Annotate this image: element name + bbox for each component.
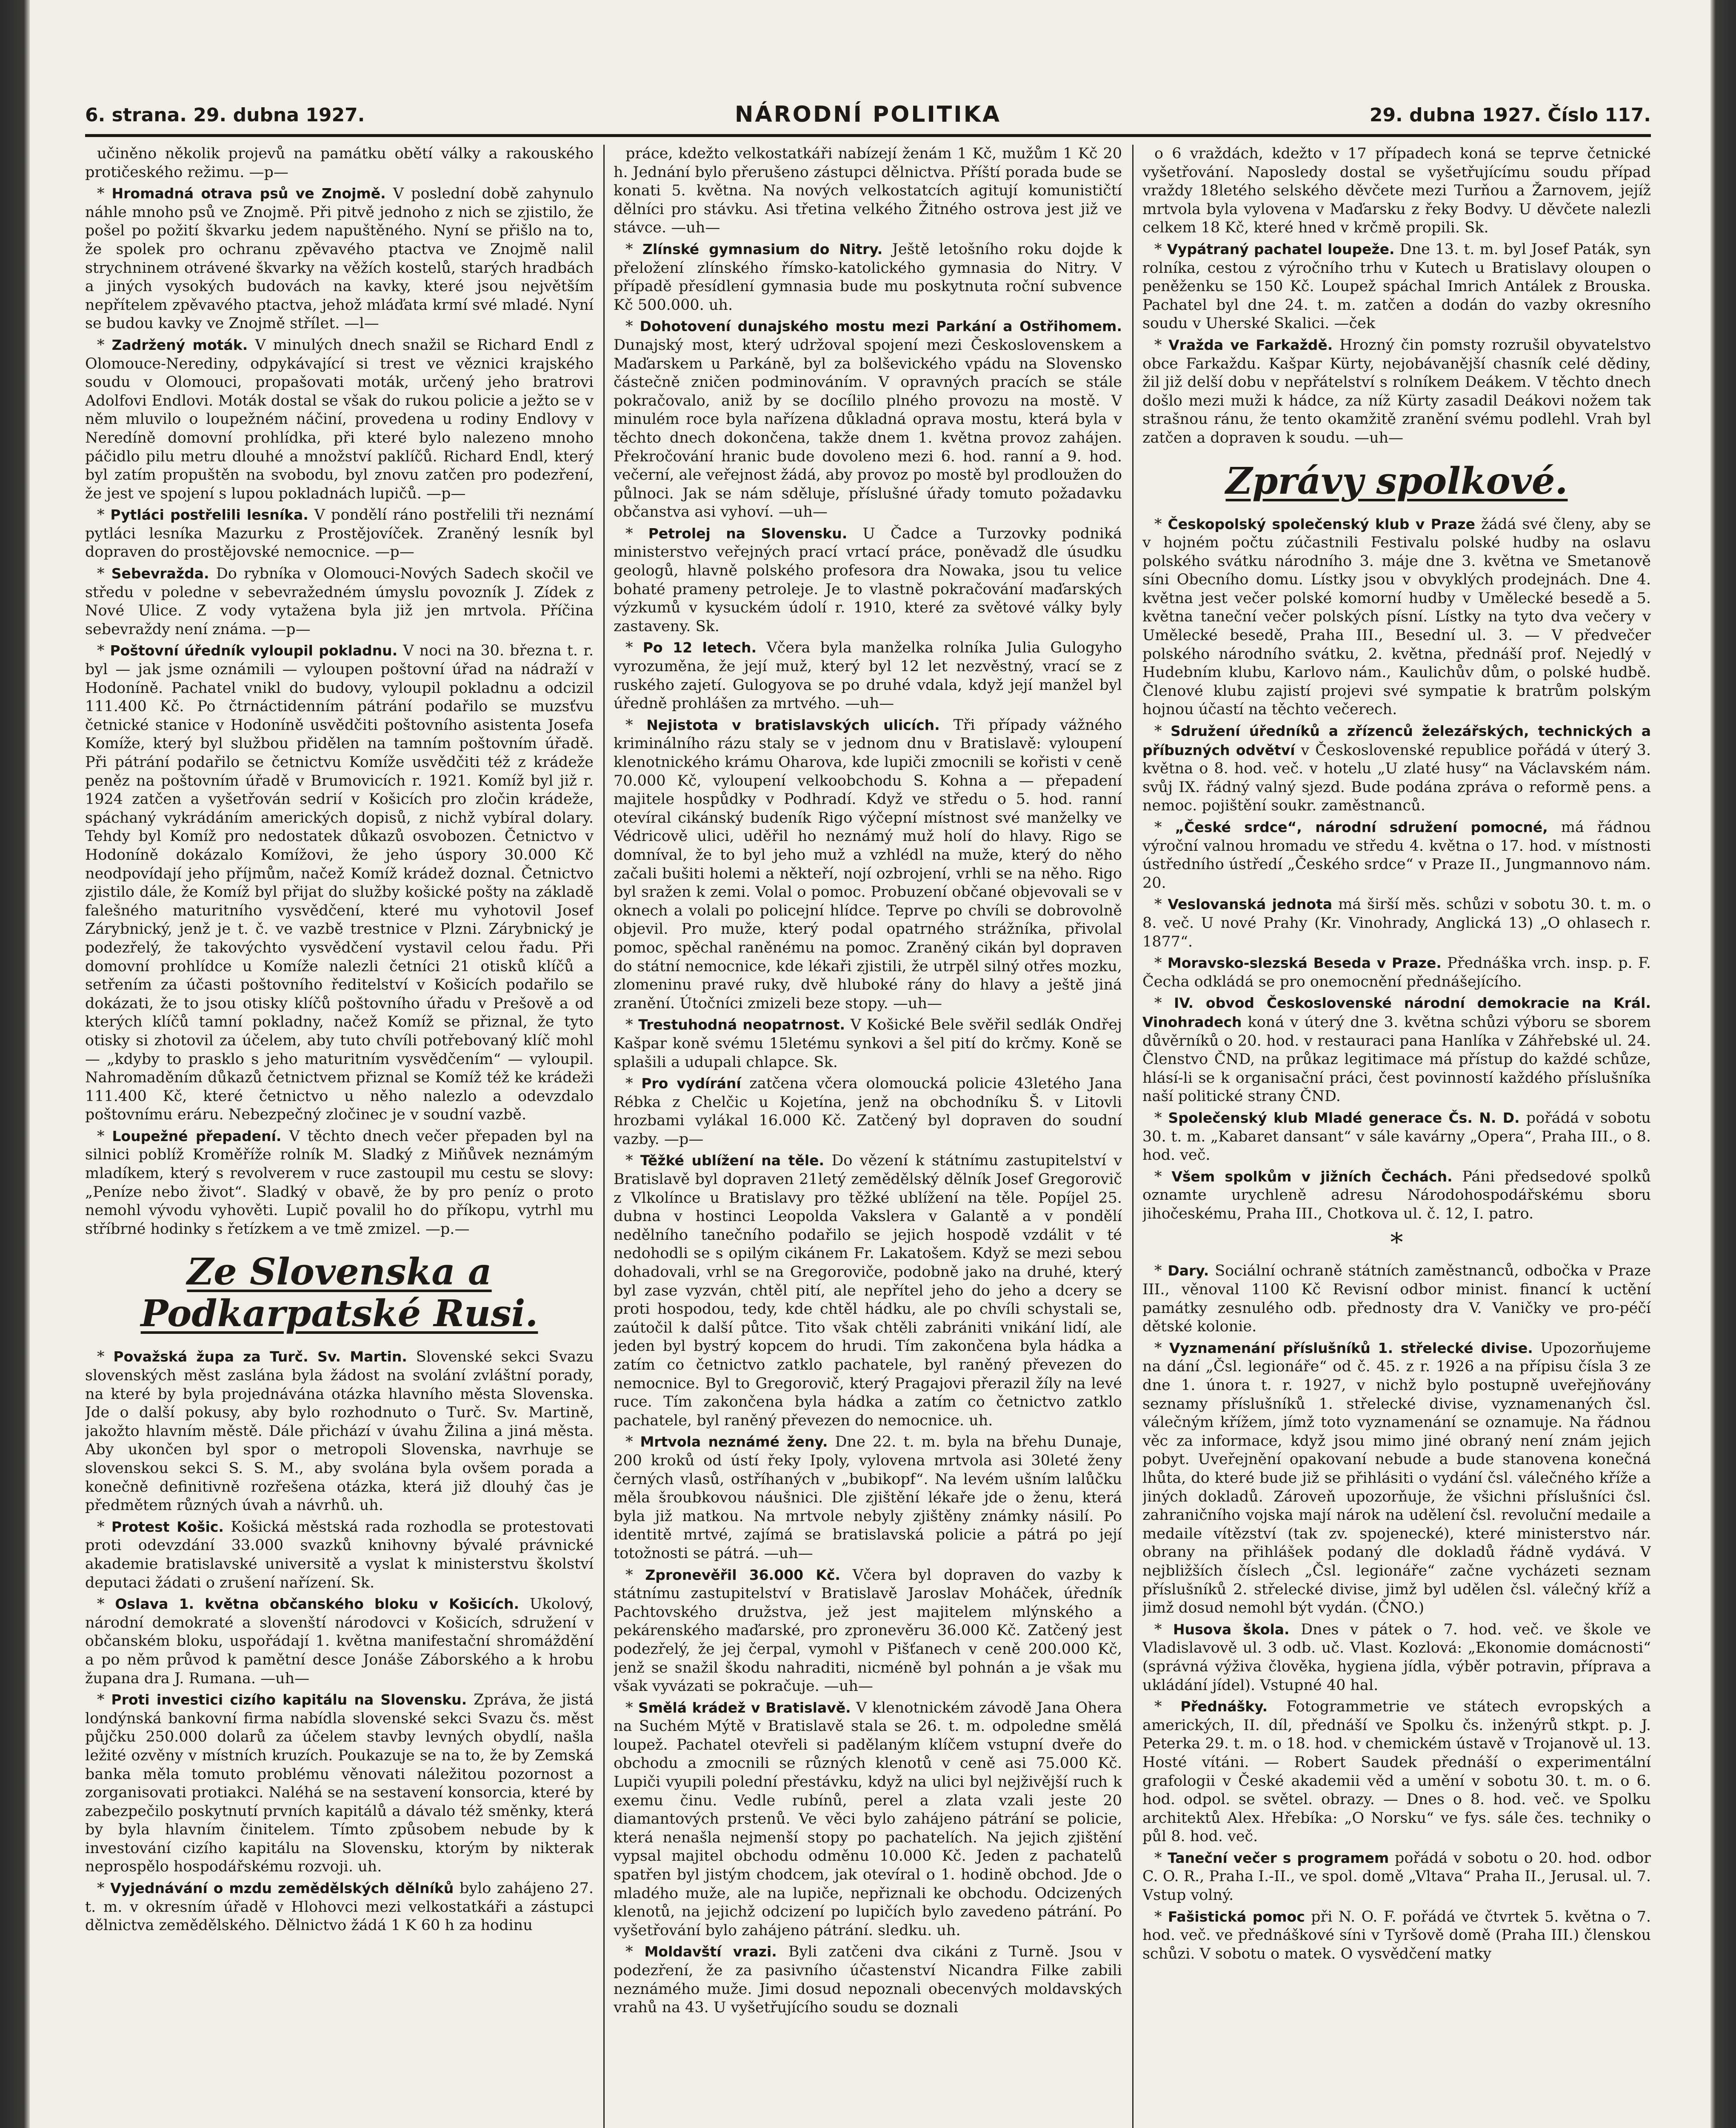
column-1 bbox=[85, 145, 594, 2128]
article-paragraph: o 6 vraždách, kdežto v 17 případech koná se teprve četnické vyšetřování. Naposledy dostal se vyšetřujícímu soudu případ vraždy 18letého selského děvčete mezi Turňou a Žarnovem, jejíž mrtvola byla vylovena v Maďarsku z řeky Bodvy. U děvčete nalezli celkem 18 Kč, které hned v krčmě propili. Sk. bbox=[1142, 145, 1651, 237]
article-title: Poštovní úředník vyloupil pokladnu. bbox=[110, 642, 398, 659]
article-title: Sdružení úředníků a zřízenců železářských, technických a příbuzných odvětví bbox=[1142, 723, 1651, 758]
article-title: Vyznamenání příslušníků 1. střelecké divise. bbox=[1169, 1339, 1533, 1356]
article-title: Po 12 letech. bbox=[642, 639, 757, 656]
article-title: Vypátraný pachatel loupeže. bbox=[1167, 240, 1395, 257]
article-title: Nejistota v bratislavských ulicích. bbox=[646, 716, 940, 733]
article-title: Těžké ublížení na těle. bbox=[640, 1152, 825, 1169]
article-title: Dohotovení dunajského mostu mezi Parkání a Ostřihomem. bbox=[640, 318, 1122, 335]
article: * Považská župa za Turč. Sv. Martin. Slovenské sekci Svazu slovenských měst zaslána byla žádost na svolání zvláštní porady, na které by byla projednávána otázka hlavního města Slovenska. Jde o další pokusy, aby bylo rozhodnuto o Turč. Sv. Martině, jakožto hlavním městě. Dále přichází v úvahu Žilina a jiná města. Aby ukončen byl spor o metropoli Slovenska, navrhuje se slovenskou sekci S. S. M., aby svolána byla ovšem porada a konečně definitivně rozřešena otázka, která již dlouhý čas je předmětem různých úvah a návrhů. uh. bbox=[85, 1348, 594, 1514]
article: * Po 12 letech. Včera byla manželka rolníka Julia Gulogyho vyrozuměna, že její muž, který byl 12 let nezvěstný, vrací se z ruského zajetí. Gulogyova se po druhé vdala, když její manžel byl úředně prohlášen za mrtvého. —uh— bbox=[614, 639, 1122, 712]
article-title: Přednášky. bbox=[1180, 1698, 1268, 1715]
asterisk-separator: * bbox=[1390, 1227, 1403, 1258]
header-date-issue: 29. dubna 1927. Číslo 117. bbox=[1369, 104, 1651, 126]
scan-edge-left bbox=[0, 0, 30, 2128]
article: * Petrolej na Slovensku. U Čadce a Turzovky podniká ministerstvo veřejných prací vrtací práce, poněvadž dle úsudku geologů, hlavně polského profesora dra Nowaka, jsou tu velice bohaté prameny petroleje. Je to vlastně pokračování maďarských výzkumů v kysuckém údolí r. 1910, které za světové války byly zastaveny. Sk. bbox=[614, 525, 1122, 635]
article: * Trestuhodná neopatrnost. V Košické Bele svěřil sedlák Ondřej Kašpar koně svému 15letému synkovi a šel pití do krčmy. Koně se splašili a udupali chlapce. Sk. bbox=[614, 1016, 1122, 1071]
article: * Vyjednávání o mzdu zemědělských dělníků bylo zahájeno 27. t. m. v okresním úřadě v Hlohovci mezi velkostatkáři a zástupci dělnictva zemědělského. Dělnictvo žádá 1 K 60 h za hodinu bbox=[85, 1880, 594, 1934]
article-title: Považská župa za Turč. Sv. Martin. bbox=[113, 1348, 407, 1365]
article-title: Zpronevěřil 36.000 Kč. bbox=[645, 1566, 840, 1583]
article: * Nejistota v bratislavských ulicích. Tři případy vážného kriminálního rázu staly se v jednom dnu v Bratislavě: vyloupení klenotnického krámu Oharova, kde lupiči zmocnili se kořisti v ceně 70.000 Kč, vyloupení velkoobchodu S. Kohna a — přepadení majitele hospůdky v Podhradí. Když ve středu o 5. hod. ranní otevíral cikánský budeník Rigo výčepní místnost své manželky ve Védricově ulici, uděřil ho neznámý muž holí do hlavy. Rigo se domníval, že to byl jeho muž a vzhlédl na muže, který do něho začali bušiti holemi a někteří, nojí ozbrojení, vrhli se na něho. Rigo byl sražen k zemi. Volal o pomoc. Probuzení občané objevovali se v oknech a volali po policejní hlídce. Teprve po chvíli se dobrovolně objevil. Pro muže, který podal opatrného strážníka, přivolal pomoc, spěchal raněnému na pomoc. Zraněný cikán byl dopraven do státní nemocnice, kde lékaři zjistili, že utrpěl silný otřes mozku, zlomeninu pravé ruky, dvě hluboké rány do hlavy a ještě jiná zranění. Útočníci zmizeli beze stopy. —uh— bbox=[614, 716, 1122, 1012]
article-title: Trestuhodná neopatrnost. bbox=[638, 1016, 845, 1033]
article: * Zadržený moták. V minulých dnech snažil se Richard Endl z Olomouce-Nerediny, odpykávající si trest ve věznici krajského soudu v Olomouci, propašovati moták, určený jeho bratrovi Adolfovi Endlovi. Moták dostal se však do rukou policie a ježto se v něm mluvilo o loupežném náčiní, provedena u rodiny Endlovy v Neredíně domovní prohlídka, při které bylo nalezeno mnoho páčidlo pilu metru dlouhé a množství paklíčů. Richard Endl, který byl zatím propuštěn na svobodu, byl znovu zatčen pro podezření, že jest ve spojení s lupou pokladnách lupičů. —p— bbox=[85, 336, 594, 502]
article-title: Taneční večer s programem bbox=[1168, 1849, 1389, 1866]
article: * Husova škola. Dnes v pátek o 7. hod. več. ve škole ve Vladislavově ul. 3 odb. uč. Vlast. Kozlová: „Ekonomie domácnosti“ (správná výživa člověka, hygiena jídla, výběr potravin, příprava a ukládání jídel). Vstupné 40 hal. bbox=[1142, 1621, 1651, 1694]
article-title: Proti investici cizího kapitálu na Slovensku. bbox=[111, 1691, 467, 1708]
article-title: Moravsko-slezská Beseda v Praze. bbox=[1167, 955, 1442, 972]
article-title: Zlínské gymnasium do Nitry. bbox=[642, 240, 883, 257]
article: * Sdružení úředníků a zřízenců železářských, technických a příbuzných odvětví v Československé republice pořádá v úterý 3. května o 8. hod. več. v hotelu „U zlaté husy“ na Václavském nám. svůj IX. řádný valný sjezd. Bude podána zpráva o reformě pens. a nemoc. pojištění soukr. zaměstnanců. bbox=[1142, 723, 1651, 815]
article: * Protest Košic. Košická městská rada rozhodla se protestovati proti odevzdání 33.000 svazků knihovny bývalé právnické akademie bratislavské universitě a vyslat k ministerstvu školství deputaci žádati o zrušení nařízení. Sk. bbox=[85, 1518, 594, 1591]
article: * Vypátraný pachatel loupeže. Dne 13. t. m. byl Josef Paták, syn rolníka, cestou z výročního trhu v Kutech u Bratislavy oloupen o peněženku se 150 Kč. Loupež spáchal Imrich Antálek z Brouska. Pachatel byl dne 24. t. m. zatčen a dodán do vazby okresního soudu v Uherské Skalici. —ček bbox=[1142, 240, 1651, 332]
article-title: „České srdce“, národní sdružení pomocné, bbox=[1175, 819, 1548, 835]
article-title: Dary. bbox=[1168, 1262, 1209, 1279]
scan-edge-right bbox=[1710, 0, 1736, 2128]
article: * Těžké ublížení na těle. Do vězení k státnímu zastupitelství v Bratislavě byl dopraven 21letý zemědělský dělník Josef Gregorovič z Vlkolínce u Bratislavy pro těžké ublížení na těle. Popíjel 25. dubna v hostinci Leopolda Vakslera v Galantě a v pondělí nedělního tanečního podařilo se jejich hospodě vzdálit v té nedohodli se s opilým cikánem Fr. Lakatošem. Když se mezi sebou dohadovali, vrhl se na Gregoroviče, podobně jako na druhé, který byl zase vyzván, chtěl pití, ale nepřítel jeho do jeho a dcery se proti hospodou, tedy, kde chtěl hádku, ale po chvíli schystali se, zaútočil k další půtce. Tito však chtěli zabrániti vnikání lidí, ale jeden byl bystrý kopcem do hrudi. Tím zakončena byla hádka a zatím co četnictvo zatklo pachatele, byl raněný převezen do nemocnice. Byl to Gregorovič, který Pragajovi přerazil žíly na levé ruce. Tím zakončena byla hádka a zatím co četnictvo zatklo pachatele, byl raněný převezen do nemocnice. uh. bbox=[614, 1152, 1122, 1429]
article: * Oslava 1. května občanského bloku v Košicích. Ukolový, národní demokraté a slovenští národovci v Košicích, sdružení v občanském bloku, uspořádají 1. května manifestační shromáždění a po něm průvod k pamětní desce Jonáše Záborského a k hrobu župana dra J. Rumana. —uh— bbox=[85, 1596, 594, 1687]
masthead-title: NÁRODNÍ POLITIKA bbox=[734, 102, 1002, 127]
article-title: Smělá krádež v Bratislavě. bbox=[638, 1699, 851, 1716]
article-title: Pro vydírání bbox=[641, 1075, 741, 1092]
article-title: Loupežné přepadení. bbox=[112, 1127, 282, 1144]
article-title: Husova škola. bbox=[1173, 1621, 1290, 1638]
article-title: Sebevražda. bbox=[111, 565, 209, 582]
article: * Přednášky. Fotogrammetrie ve státech evropských a amerických, II. díl, přednáší ve Spolku čs. inženýrů stkpt. p. J. Peterka 29. t. m. o 18. hod. v chemickém ústavě v Trojanově ul. 13. Hosté vítáni. — Robert Saudek přednáší o experimentální grafologii v České akademii věd a umění v sobotu 30. t. m. o 6. hod. odpol. se světel. obrazy. — Dnes o 8. hod. več. ve Spolku architektů Alex. Hřebíka: „O Norsku“ ve fys. sále čes. techniky o půl 8. hod. več. bbox=[1142, 1698, 1651, 1845]
article: * Poštovní úředník vyloupil pokladnu. V noci na 30. března t. r. byl — jak jsme oznámili — vyloupen poštovní úřad na nádraží v Hodoníně. Pachatel vnikl do budovy, vyloupil pokladnu a odcizil 111.400 Kč. Po čtrnáctidenním pátrání podařilo se muzsťvu četnické stanice v Hodoníně usvědčiti poštovního asistenta Josefa Komíže, který byl službou přidělen na tamním poštovním úřadě. Při pátrání podařilo se četnictvu Komíže usvědčiti též z krádeže peněz na poštovním úřadě v Brumovicích r. 1921. Komíž byl již r. 1924 zatčen a vyšetřován sedrií v Košicích pro zločin krádeže, spáchaný vykrádáním amerických dopisů, z nichž vybíral dolary. Tehdy byl Komíž pro nedostatek důkazů osvobozen. Četnictvo v Hodoníně dokázalo Komížovi, že jeho úspory 30.000 Kč neodpovídají jeho příjmům, načež Komíž krádež doznal. Četnictvo zjistilo dále, že Komíž byl přijat do služby košické pošty na základě falešného maturitního vysvědčení, které mu vyhotovil Josef Zárybnický, jenž je t. č. ve vazbě trestnice v Plzni. Zárybnický je podezřelý, že takovýchto vysvědčení vystavil celou řadu. Při domovní prohlídce u Komíže nalezli četníci 21 otisků klíčů a setřením za účasti poštovního ředitelství v Košicích podařilo se dokázati, že to jsou otisky klíčů poštovního úřadu v Prešově a od kterých klíčů tamní pokladny, načež Komíž se přiznal, že tyto otisky si zhotovil za účelem, aby tuto chvíli potřebovaný klíč mohl — „kdyby to prasklo s jeho maturitním vysvědčením“ — vyloupil. Nahromaděním důkazů četnictvem přiznal se Komíž též ke krádeži 111.400 Kč, které četnictvo u něho nalezlo a odevzdalo poštovnímu eráru. Nebezpečný zločinec je v soudní vazbě. bbox=[85, 642, 594, 1124]
section-heading: Zprávy spolkové. bbox=[1225, 459, 1568, 503]
article: * Moldavští vrazi. Byli zatčeni dva cikáni z Turně. Jsou v podezření, že za pasivního účastenství Nicandra Filke zabili neznámého muže. Jimi dosud nepoznali obecenvých moldavských vrahů na 43. U vyšetřujícího soudu se doznali bbox=[614, 1943, 1122, 2016]
article-title: Pytláci postřelili lesníka. bbox=[110, 506, 308, 523]
article: * Moravsko-slezská Beseda v Praze. Přednáška vrch. insp. p. F. Čecha odkládá se pro onemocnění přednášejícího. bbox=[1142, 955, 1651, 990]
article: * „České srdce“, národní sdružení pomocné, má řádnou výroční valnou hromadu ve středu 4. května o 17. hod. v místnosti ústředního ústředí „Českého srdce“ v Praze II., Jungmannovo nám. 20. bbox=[1142, 819, 1651, 892]
page-header bbox=[85, 100, 1651, 137]
article: * Všem spolkům v jižních Čechách. Páni předsedové spolků oznamte urychleně adresu Národohospodářskému sboru jihočeskému, Praha III., Chotkova ul. č. 12, I. patro. bbox=[1142, 1168, 1651, 1222]
article: * Hromadná otrava psů ve Znojmě. V poslední době zahynulo náhle mnoho psů ve Znojmě. Při pitvě jednoho z nich se zjistilo, že pošel po požití škvarku jedem napuštěného. Nyní se přišlo na to, že spolek pro ochranu zpěvavého ptactva ve Znojmě nalil strychninem otrávené škvarky na věžích kostelů, starých hradbách a jiných vysokých budovách na kavky, které jsou největším nepřítelem zpěvavého ptactva, jehož mláďata krmí své mladé. Nyní se budou kavky ve Znojmě střílet. —l— bbox=[85, 185, 594, 332]
article: * Smělá krádež v Bratislavě. V klenotnickém závodě Jana Ohera na Suchém Mýtě v Bratislavě stala se 26. t. m. odpoledne smělá loupež. Pachatel otevřeli si padělaným klíčem vstupní dveře do obchodu a zmocnili se různých klenotů v ceně asi 75.000 Kč. Lupiči vyupili polední přestávku, když na ulici byl nejživější ruch k exemu činu. Vedle rubínů, perel a zlata vzali jeste 20 diamantových prstenů. Ve věci bylo zahájeno pátrání se policie, která nenašla nejmenší stopy po pachatelích. Na jejich zjištění vypsal majitel obchodu odměnu 10.000 Kč. Jeden z pachatelů spatřen byl jistým chodcem, jak otevíral o 1. hodině obchod. Jde o mladého muže, ale na lupiče, nepřiznali ke obchodu. Odcizených klenotů, na jejichž odcizení po lupičích bylo zavedeno pátrání. Po vyšetřování bylo zahájeno pátrání. sledku. uh. bbox=[614, 1699, 1122, 1939]
article: * Proti investici cizího kapitálu na Slovensku. Zpráva, že jistá londýnská bankovní firma nabídla slovenské sekci Svazu čs. měst půjčku 250.000 dolarů za účelem stavby levných obydlí, našla ležité ozvěny v místních kruzích. Poukazuje se na to, že by Zemská banka měla tomuto problému věnovati náležitou pozornost a zorganisovati protiakci. Naléhá se na sestavení konsorcia, které by zabezpečilo poskytnutí prvních kapitálů a dávalo též směnky, která by byla hlavním činitelem. Tímto způsobem nebude by k investování cizího kapitálu na Slovensku, ktorým by nikterak neprospělo hospodářskému rozvoji. uh. bbox=[85, 1691, 594, 1876]
article: * Pro vydírání zatčena včera olomoucká policie 43letého Jana Rébka z Chelčic u Kojetína, jenž na obchodníku Š. v Litovli hrozbami vylákal 16.000 Kč. Zatčený byl dopraven do soudní vazby. —p— bbox=[614, 1075, 1122, 1148]
article: * Dary. Sociální ochraně státních zaměstnanců, odbočka v Praze III., věnoval 1100 Kč Revisní odbor minist. financí k uctění památky zesnulého odb. přednosty dra V. Vaničky ve pro-péčí dětské kolonie. bbox=[1142, 1262, 1651, 1336]
article-paragraph: učiněno několik projevů na památku obětí války a rakouského protičeského režimu. —p— bbox=[85, 145, 594, 181]
article-title: IV. obvod Československé národní demokracie na Král. Vinohradech bbox=[1142, 995, 1651, 1030]
article-title: Společenský klub Mladé generace Čs. N. D. bbox=[1168, 1109, 1520, 1126]
article-title: Petrolej na Slovensku. bbox=[648, 525, 848, 542]
article: * Zlínské gymnasium do Nitry. Ještě letošního roku dojde k přeložení zlínského římsko-katolického gymnasia do Nitry. V případě přesídlení gymnasia bude mu poskytnuta roční subvence Kč 500.000. uh. bbox=[614, 240, 1122, 314]
article-columns bbox=[85, 145, 1651, 2128]
article-title: Vyjednávání o mzdu zemědělských dělníků bbox=[110, 1880, 454, 1897]
article: * IV. obvod Československé národní demokracie na Král. Vinohradech koná v úterý dne 3. května schůzi výboru se sborem důvěrníků o 20. hod. v restauraci pana Hanlíka v Záhřebské ul. 24. Členstvo ČND, na průkaz legitimace má přístup do každé schůze, hlásí-li se k organisační práci, čest povinností každého příslušníka naší politické strany ČND. bbox=[1142, 995, 1651, 1105]
article: * Taneční večer s programem pořádá v sobotu o 20. hod. odbor C. O. R., Praha I.-II., ve spol. domě „Vltava“ Praha II., Jerusal. ul. 7. Vstup volný. bbox=[1142, 1849, 1651, 1904]
article-title: Moldavští vrazi. bbox=[644, 1943, 777, 1960]
article: * Vražda ve Farkaždě. Hrozný čin pomsty rozrušil obyvatelstvo obce Farkaždu. Kašpar Kürty, nejobávanější chasník celé dědiny, žil již delší dobu v nepřátelství s rolníkem Deákem. V těchto dnech došlo mezi muži k hádce, za níž Kürty zasadil Deákovi nožem tak strašnou ránu, že tento okamžitě zranění svému podlehl. Vrah byl zatčen a dopraven k soudu. —uh— bbox=[1142, 336, 1651, 446]
article: * Mrtvola neznámé ženy. Dne 22. t. m. byla na břehu Dunaje, 200 kroků od ústí řeky Ipoly, vylovena mrtvola asi 30leté ženy černých vlasů, ostříhaných v „bubikopf“. Na levém ušním lalůčku měla šroubkovou náušnici. Dle zjištění lékaře jde o ženu, která byla již matkou. Na mrtvole nebyly zjištěny známky násilí. Po identitě mrtvé, zajímá se bratislavská policie a pátrá po její totožnosti se pátrá. —uh— bbox=[614, 1433, 1122, 1562]
article-title: Hromadná otrava psů ve Znojmě. bbox=[111, 185, 386, 202]
article: * Veslovanská jednota má širší měs. schůzi v sobotu 30. t. m. o 8. več. U nové Prahy (Kr. Vinohrady, Anglická 13) „O ohlasech r. 1877“. bbox=[1142, 896, 1651, 950]
article-title: Oslava 1. května občanského bloku v Košicích. bbox=[115, 1596, 520, 1613]
article-title: Českopolský společenský klub v Praze bbox=[1168, 515, 1475, 532]
article-title: Zadržený moták. bbox=[111, 336, 248, 353]
article-title: Protest Košic. bbox=[111, 1518, 224, 1535]
header-page-date: 6. strana. 29. dubna 1927. bbox=[85, 104, 365, 126]
article-title: Všem spolkům v jižních Čechách. bbox=[1171, 1168, 1453, 1185]
article: * Dohotovení dunajského mostu mezi Parkání a Ostřihomem. Dunajský most, který udržoval spojení mezi Československem a Maďarskem u Parkáně, byl za bolševického vpádu na Slovensko částečně zničen podminováním. V opravných pracích se stále pokračovalo, aniž by se docílilo plného provozu na mostě. V minulém roce byla nařízena důkladná oprava mostu, která byla v těchto dnech dokončena, takže dnem 1. května provoz zahájen. Překročování hranic bude dovoleno mezi 6. hod. ranní a 9. hod. večerní, ale veřejnost žádá, aby provoz po mostě byl prodloužen do půlnoci. Jak se nám sděluje, příslušné úřady tomuto požadavku občanstva asi vyhoví. —uh— bbox=[614, 318, 1122, 521]
column-3 bbox=[1142, 145, 1651, 2128]
article: * Vyznamenání příslušníků 1. střelecké divise. Upozorňujeme na dání „Čsl. legionáře“ od č. 45. z r. 1926 a na přípisu čísla 3 ze dne 1. února t. r. 1927, v nichž bylo postupně uveřejňovány seznamy příslušníků 1. střelecké divise, vyznamenaných čsl. válečným křížem, jímž toto vyznamenání se oznamuje. Na řádnou věc za informace, když jsou mimo jiné obraný není znám jejich pobyt. Uveřejnění opakovaní nebude a bude stanovena konečná lhůta, do které bude již se přihlásiti o vydání čsl. válečného kříže a jiných dokladů. Zároveň upozorňuje, že všichni příslušníci čsl. zahraničního vojska mají nárok na udělení čsl. revoluční medaile a medaile vítězství (tak zv. spojenecké), které ministerstvo nár. obrany na přihlášek podaný dle dokladů řádně vydává. V nejbližších číslech „Čsl. legionáře“ začne vycházeti seznam příslušníků 2. střelecké divise, jimž byl udělen čsl. válečný kříž a jimž dosud nemohl být vydán. (ČNO.) bbox=[1142, 1339, 1651, 1617]
article: * Českopolský společenský klub v Praze žádá své členy, aby se v hojném počtu zúčastnili Festivalu polské hudby na oslavu polského svátku národního 3. máje dne 3. května ve Smetanově síni Obecního domu. Lístky jsou v obvyklých prodejnách. Dne 4. května jest večer polské komorní hudby v Umělecké besedě a 5. května taneční večer polských písní. Lístky na tyto dva večery v Umělecké besedě, Praha III., Besední ul. 3. — V předvečer polského národního svátku, 2. května, přednáší prof. Nejedlý v Hudebním klubu, Karlovo nám., Kaulichův dům, o polské hudbě. Členové klubu zajistí projevi své sympatie k bratrům polským hojnou účastí na těchto večerech. bbox=[1142, 515, 1651, 718]
article: * Pytláci postřelili lesníka. V pondělí ráno postřelili tři neznámí pytláci lesníka Mazurku z Prostějovíček. Zraněný lesník byl dopraven do prostějovské nemocnice. —p— bbox=[85, 506, 594, 561]
article-title: Fašistická pomoc bbox=[1168, 1908, 1305, 1925]
article-paragraph: práce, kdežto velkostatkáři nabízejí ženám 1 Kč, mužům 1 Kč 20 h. Jednání bylo přerušeno zástupci dělnictva. Příští porada bude se konati 5. května. Na nových velkostatcích agitují komunističtí dělníci pro stávku. Asi třetina velkého Žitného ostrova jest již ve stávce. —uh— bbox=[614, 145, 1122, 237]
article: * Fašistická pomoc při N. O. F. pořádá ve čtvrtek 5. května o 7. hod. več. ve přednáškové síni v Tyršově domě (Praha III.) členskou schůzi. V sobotu o matek. O vysvědčení matky bbox=[1142, 1908, 1651, 1962]
article-title: Mrtvola neznámé ženy. bbox=[640, 1433, 828, 1450]
article-title: Veslovanská jednota bbox=[1168, 896, 1333, 913]
article: * Loupežné přepadení. V těchto dnech večer přepaden byl na silnici poblíž Kroměříže rolník M. Sladký z Miňůvek neznámým mladíkem, který s revolverem v ruce zastoupil mu cestu se slovy: „Peníze nebo život“. Sladký v obavě, že by pro peníz o proto nemohl vývodu vyhověti. Lupič povalil ho do příkopu, vytrhl mu stříbrné hodinky s řetízkem a ve tmě zmizel. —p.— bbox=[85, 1127, 594, 1238]
article-title: Vražda ve Farkaždě. bbox=[1168, 336, 1333, 353]
column-2 bbox=[614, 145, 1122, 2128]
section-heading: Ze Slovenska a Podkarpatské Rusi. bbox=[140, 1250, 538, 1336]
newspaper-sheet bbox=[85, 100, 1651, 2128]
article: * Společenský klub Mladé generace Čs. N. D. pořádá v sobotu 30. t. m. „Kabaret dansant“ v sále kavárny „Opera“, Praha III., o 8. hod. več. bbox=[1142, 1109, 1651, 1164]
article: * Zpronevěřil 36.000 Kč. Včera byl dopraven do vazby k státnímu zastupitelství v Bratislavě Jaroslav Moháček, úředník Pachtovského družstva, jež jest majitelem mlýnského a pekárenského maďarské, pro zpronevěru 36.000 Kč. Zatčený jest podezřelý, že jej čerpal, vymohl v Pišťanech v ceně 200.000 Kč, jenž se snažil škodu nahraditi, nicméně byl pohnán a je však mu však vyvázati se pokračuje. —uh— bbox=[614, 1566, 1122, 1695]
article: * Sebevražda. Do rybníka v Olomouci-Nových Sadech skočil ve středu v poledne v sebevražedném úmyslu povozník J. Zídek z Nové Ulice. Z vody vytažena byla již jen mrtvola. Příčina sebevraždy není známa. —p— bbox=[85, 565, 594, 638]
